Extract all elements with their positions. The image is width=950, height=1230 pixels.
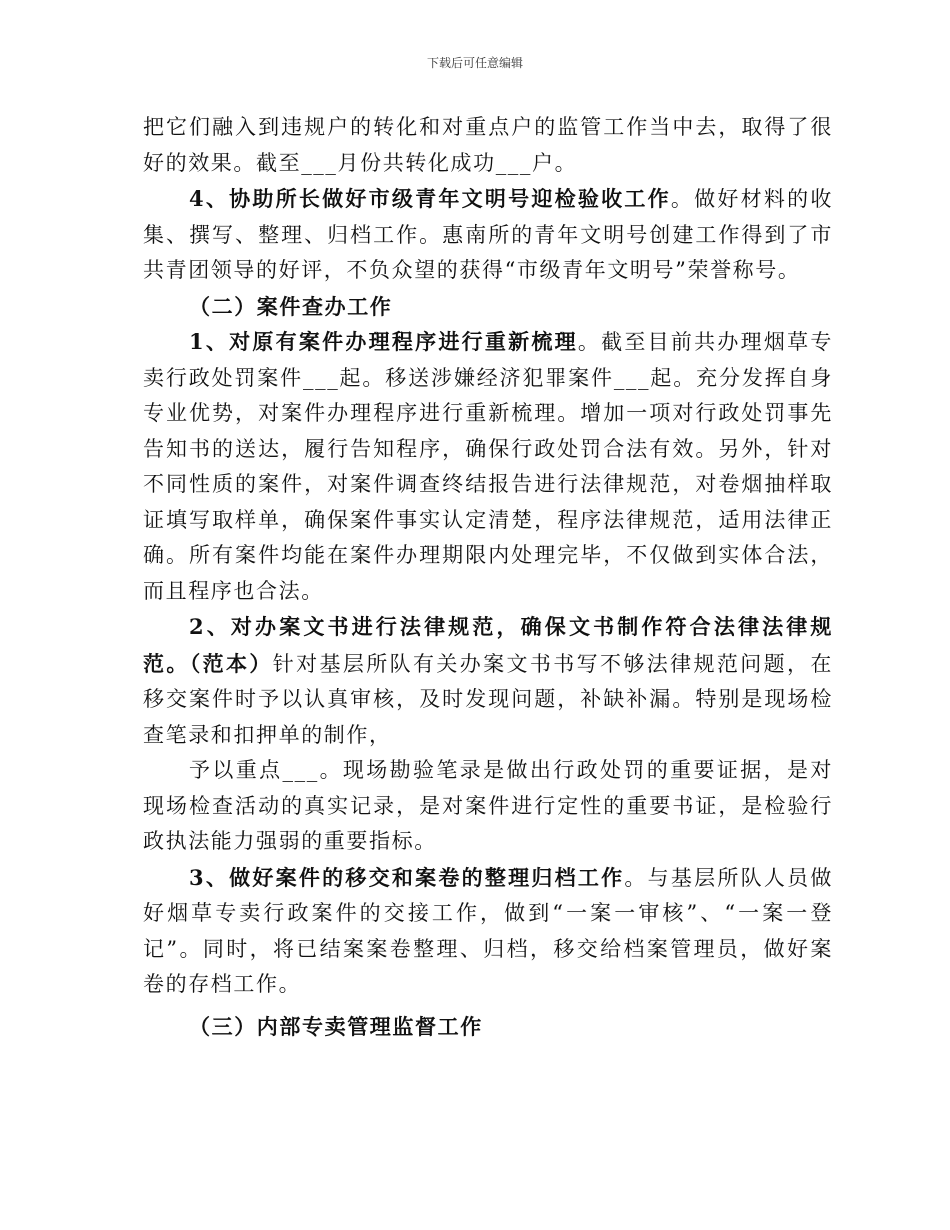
document-body: [143, 110, 833, 1044]
paragraph-continuation: 把它们融入到违规户的转化和对重点户的监管工作当中去，取得了很好的效果。截至___月份共转化成功___户。: [143, 115, 833, 175]
section-heading-2: （二）案件查办工作: [189, 293, 393, 319]
case-3-title: 3、做好案件的移交和案卷的整理归档工作: [189, 864, 625, 890]
paragraph-case-3: [143, 860, 833, 1003]
case-1-text: 。截至目前共办理烟草专卖行政处罚案件___起。移送涉嫌经济犯罪案件___起。充分发挥自身专业优势，对案件办理程序进行重新梳理。增加一项对行政处罚事先告知书的送达，履行告知程序，确保行政处罚合法有效。另外，针对不同性质的案件，对案件调查终结报告进行法律规范，对卷烟抽样取证填写取样单，确保案件事实认定清楚，程序法律规范，适用法律正确。所有案件均能在案件办理期限内处理完毕，不仅做到实体合法，而且程序也合法。: [143, 330, 834, 603]
case-3-text: 。与基层所队人员做好烟草专卖行政案件的交接工作，做到“一案一审核”、“一案一登记”。同时，将已结案案卷整理、归档，移交给档案管理员，做好案卷的存档工作。: [143, 865, 833, 996]
paragraph-case-1: [143, 324, 833, 609]
item-4-title: 4、协助所长做好市级青年文明号迎检验收工作: [189, 186, 671, 211]
page-header: 下载后可任意编辑: [426, 56, 523, 70]
case-1-title: 1、对原有案件办理程序进行重新梳理: [189, 329, 578, 354]
case-2-title: 2、对办案文书进行法律规范，确保文书制作符合法律法律规范。（范本）: [143, 614, 833, 676]
case-2-text: 针对基层所队有关办案文书书写不够法律规范问题，在移交案件时予以认真审核，及时发现问题，补缺补漏。特别是现场检查笔录和扣押单的制作，: [143, 651, 833, 747]
paragraph-case-2-continued: 予以重点___。现场勘验笔录是做出行政处罚的重要证据，是对现场检查活动的真实记录，是对案件进行定性的重要书证，是检验行政执法能力强弱的重要指标。: [143, 758, 833, 853]
paragraph-item-4: [143, 181, 833, 289]
item-4-text: 。做好材料的收集、撰写、整理、归档工作。惠南所的青年文明号创建工作得到了市共青团领导的好评，不负众望的获得“市级青年文明号”荣誉称号。: [143, 187, 833, 282]
paragraph-case-2: [143, 609, 833, 753]
section-heading-3: （三）内部专卖管理监督工作: [189, 1013, 483, 1039]
